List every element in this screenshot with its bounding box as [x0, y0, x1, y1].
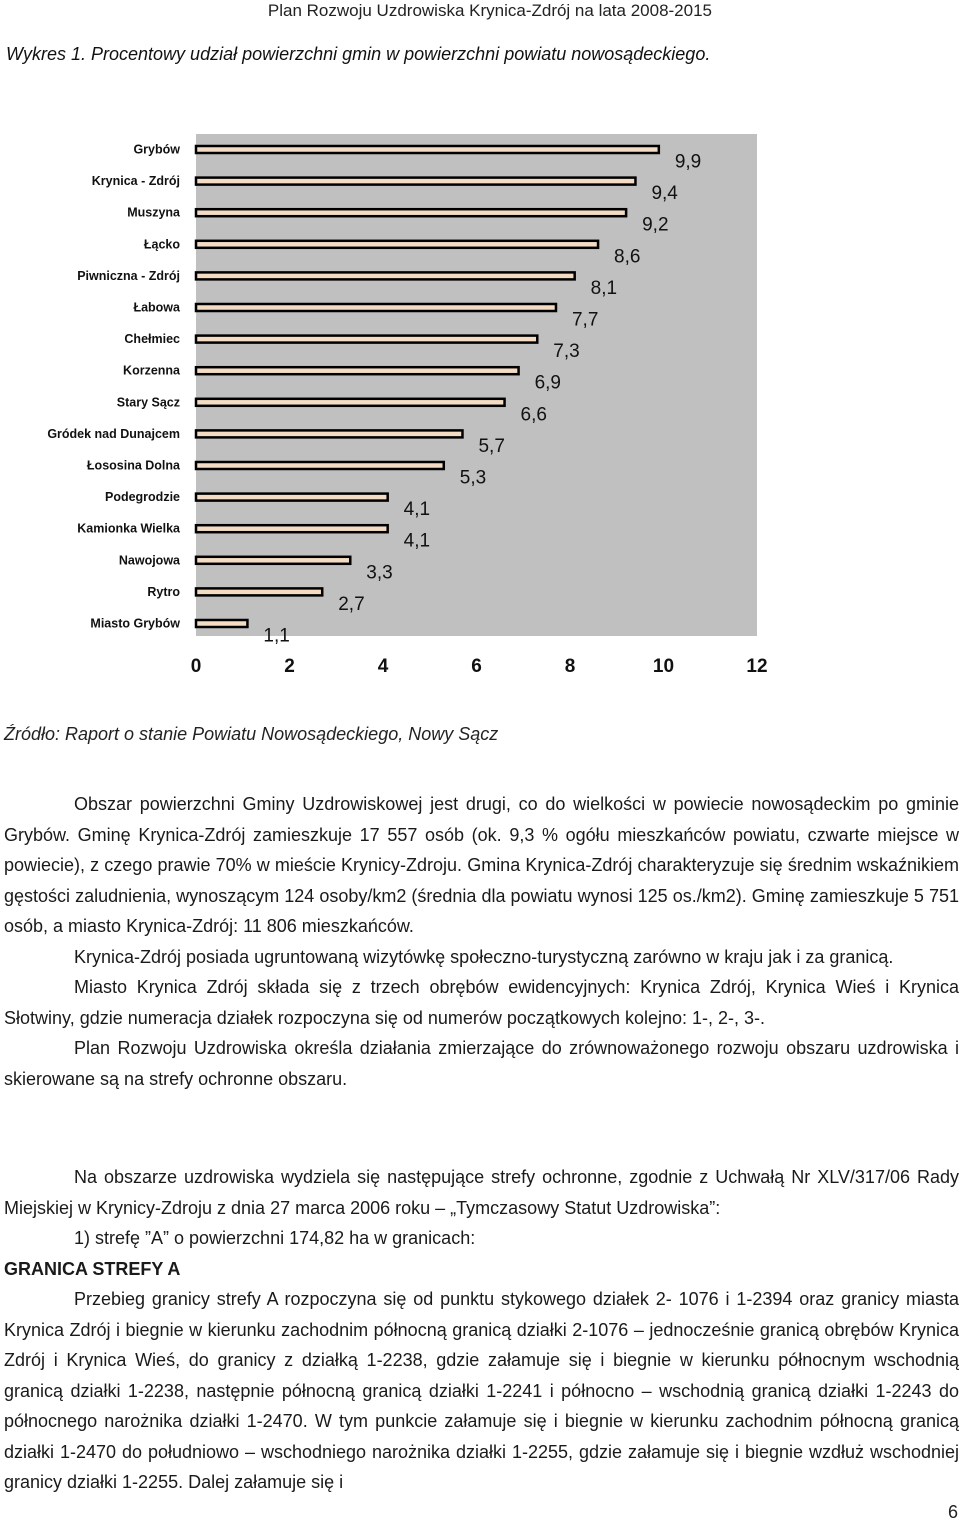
category-label: Chełmiec [124, 332, 180, 347]
paragraph-zones: Na obszarze uzdrowiska wydziela się następujące strefy ochronne, zgodnie z Uchwałą Nr XLV/317/06 Rady Miejskiej w Krynicy-Zdroju z dnia 27 marca 2006 roku – „Tymczasowy Statut Uzdrowiska”: [4, 1167, 959, 1218]
data-label: 2,7 [338, 593, 365, 615]
bar [196, 494, 388, 501]
paragraph-population: Obszar powierzchni Gminy Uzdrowiskowej jest drugi, co do wielkości w powiecie nowosądeckim po gminie Grybów. Gminę Krynica-Zdrój zamieszkuje 17 557 osób (ok. 9,3 % ogółu mieszkańców powiatu, czwarte miejsce w powiecie), z czego prawie 70% w mieście Krynicy-Zdroju. Gmina Krynica-Zdrój charakteryzuje się średnim wskaźnikiem gęstości zaludnienia, wynoszącym 124 osoby/km2 (średnia dla powiatu wynosi 125 os./km2). Gminę zamieszkuje 5 751 osób, a miasto Krynica-Zdrój: 11 806 mieszkańców. [4, 794, 959, 936]
data-label: 5,7 [478, 435, 505, 457]
bar [196, 525, 388, 532]
bar [196, 367, 519, 374]
bar [196, 146, 659, 153]
category-label: Podegrodzie [104, 490, 180, 505]
bar [196, 399, 505, 406]
list-item-zone-a: 1) strefę ”A” o powierzchni 174,82 ha w granicach: [74, 1228, 476, 1248]
category-label: Krynica - Zdrój [91, 174, 180, 189]
x-tick-label: 6 [471, 656, 482, 677]
data-label: 7,7 [571, 309, 599, 331]
category-labels [47, 143, 181, 631]
category-label: Łabowa [133, 300, 180, 315]
figure-caption: Wykres 1. Procentowy udział powierzchni gmin w powierzchni powiatu nowosądeckiego. [6, 44, 711, 64]
bar-chart [0, 120, 960, 680]
page-number: 6 [947, 1502, 958, 1522]
category-label: Korzenna [123, 363, 180, 378]
bar [196, 462, 444, 469]
data-label: 6,6 [520, 404, 547, 426]
bar [196, 588, 322, 595]
bar [196, 430, 462, 437]
category-label: Rytro [147, 584, 180, 599]
bar [196, 272, 575, 279]
body-section-2 [4, 1162, 959, 1498]
data-label: 5,3 [459, 467, 487, 489]
category-label: Gródek nad Dunajcem [47, 426, 180, 441]
x-tick-label: 8 [564, 656, 576, 677]
data-label: 4,1 [403, 499, 431, 521]
data-label: 8,6 [614, 246, 641, 268]
category-label: Piwniczna - Zdrój [77, 268, 180, 283]
bar [196, 209, 626, 216]
data-label: 7,3 [553, 341, 580, 363]
x-tick-label: 0 [190, 656, 202, 677]
x-axis-ticks [191, 656, 768, 677]
paragraph-boundary: Przebieg granicy strefy A rozpoczyna się od punktu stykowego działek 2- 1076 i 1-2394 oraz granicy miasta Krynica Zdrój i biegnie w kierunku zachodnim północną granicą działki 2-1076 – jednocześnie granicą obrębów Krynica Zdrój i Krynica Wieś, do granicy z działką 1-2238, gdzie załamuje się i biegnie w kierunku północnym wschodnią granicą działki 1-2238, następnie północną granicą działki 1-2241 i północno – wschodnią granicą działki 1-2243 do północnego narożnika działki 1-2470. W tym punkcie załamuje się i biegnie w kierunku zachodnim północną granicą działki 1-2470 do południowo – wschodniego narożnika działki 1-2255, gdzie załamuje się i biegnie wzdłuż wschodniej granicy działki 1-2255. Dalej załamuje się i [4, 1289, 959, 1492]
paragraph-precincts: Miasto Krynica Zdrój składa się z trzech obrębów ewidencyjnych: Krynica Zdrój, Krynica Wieś i Krynica Słotwiny, gdzie numeracja działek rozpoczyna się od numerów początkowych kolejno: 1-, 2-, 3-. [4, 977, 959, 1028]
paragraph-reputation: Krynica-Zdrój posiada ugruntowaną wizytówkę społeczno-turystyczną zarówno w kraju jak i za granicą. [74, 946, 894, 967]
data-label: 1,1 [263, 625, 290, 647]
data-label: 8,1 [590, 277, 618, 299]
data-label: 6,9 [534, 372, 561, 394]
category-label: Miasto Grybów [90, 616, 180, 631]
data-label: 9,2 [642, 214, 669, 236]
category-label: Kamionka Wielka [77, 521, 180, 536]
category-label: Nawojowa [118, 553, 180, 568]
bar [196, 241, 598, 248]
paragraph-plan: Plan Rozwoju Uzdrowiska określa działania zmierzające do zrównoważonego rozwoju obszaru uzdrowiska i skierowane są na strefy ochronne obszaru. [4, 1038, 959, 1089]
bar [196, 336, 537, 343]
bar [196, 557, 350, 564]
section-heading: GRANICA STREFY A [4, 1258, 181, 1279]
bar [196, 178, 635, 185]
page-header: Plan Rozwoju Uzdrowiska Krynica-Zdrój na lata 2008-2015 [267, 1, 712, 20]
source-note: Źródło: Raport o stanie Powiatu Nowosądeckiego, Nowy Sącz [4, 724, 499, 744]
category-label: Łososina Dolna [86, 458, 180, 473]
x-tick-label: 4 [377, 656, 389, 677]
bar [196, 620, 247, 627]
category-label: Muszyna [127, 205, 180, 220]
body-section-1 [4, 789, 959, 1094]
x-tick-label: 10 [652, 656, 675, 677]
x-tick-label: 2 [284, 656, 295, 677]
category-label: Stary Sącz [116, 395, 180, 410]
bar [196, 304, 556, 311]
x-tick-label: 12 [746, 656, 768, 677]
data-label: 4,1 [403, 530, 431, 552]
data-label: 9,4 [651, 183, 678, 205]
category-label: Grybów [133, 142, 180, 157]
category-label: Łącko [143, 237, 180, 252]
data-label: 3,3 [366, 562, 393, 584]
data-label: 9,9 [674, 151, 702, 173]
